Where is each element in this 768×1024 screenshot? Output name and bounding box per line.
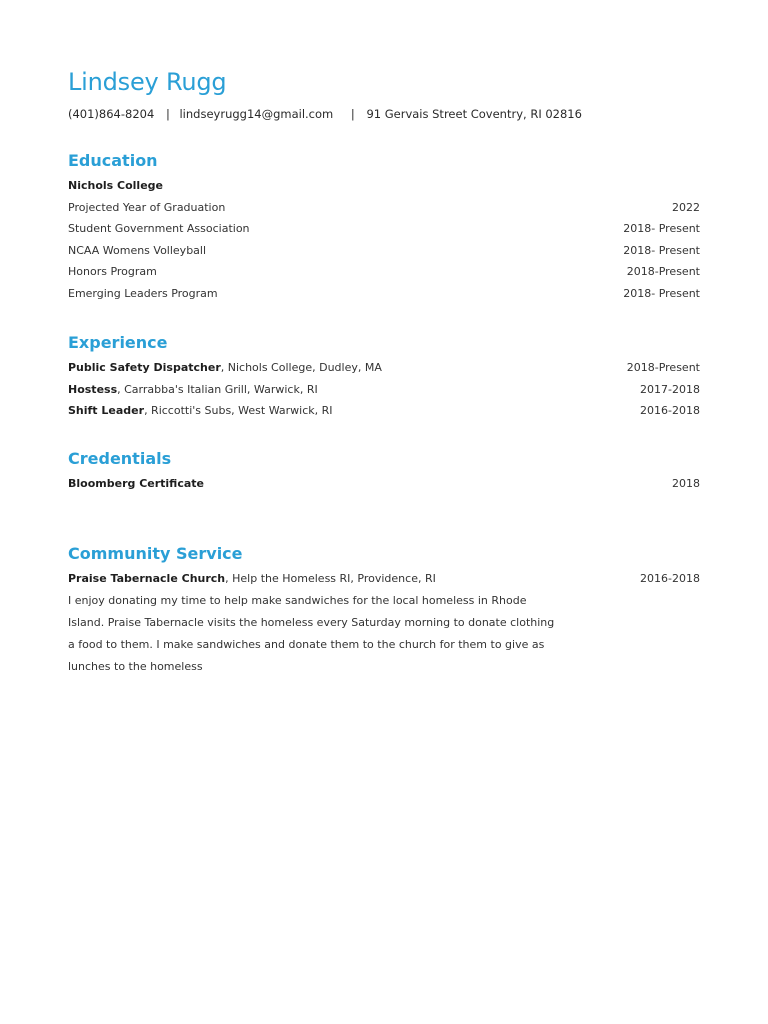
job-role: Hostess (68, 382, 118, 396)
section-title-community-service: Community Service (68, 544, 243, 563)
job-role: Public Safety Dispatcher (68, 361, 221, 374)
community-row (68, 568, 700, 590)
community-item (68, 568, 436, 590)
contact-separator: | (165, 107, 170, 121)
job-date: 2017-2018 (640, 382, 700, 396)
credentials-section (68, 448, 700, 495)
community-description: I enjoy donating my time to help make sandwiches for the local homeless in Rhode Island. Praise Tabernacle visits the homeless every Saturday morning to donate clothing a food to them. I make sandwiches and donate them to the church for them to give as lunches to the homeless (68, 593, 555, 673)
community-org: Praise Tabernacle Church (68, 572, 226, 585)
home-address: 91 Gervais Street Coventry, RI 02816 (366, 107, 582, 121)
education-section (68, 150, 700, 304)
education-item-date: 2018-Present (626, 265, 700, 278)
education-item-date: 2018- Present (623, 222, 700, 235)
job-role: Shift Leader (68, 404, 145, 417)
job-date: 2016-2018 (640, 404, 700, 417)
credential-item (68, 473, 204, 495)
candidate-name: Lindsey Rugg (68, 68, 227, 96)
contact-separator: | (350, 107, 355, 121)
experience-content (68, 357, 700, 422)
experience-item (68, 379, 318, 401)
education-item-label: Projected Year of Graduation (68, 200, 226, 214)
community-service-section (68, 543, 700, 678)
school-name: Nichols College (68, 179, 163, 192)
education-row (68, 261, 700, 283)
job-detail: , Nichols College, Dudley, MA (220, 361, 382, 374)
education-item-date: 2018- Present (623, 286, 700, 300)
education-item-label: Emerging Leaders Program (68, 286, 218, 300)
email-address: lindseyrugg14@gmail.com (179, 107, 334, 121)
section-title-credentials: Credentials (68, 449, 172, 468)
credential-label: Bloomberg Certificate (68, 477, 204, 490)
job-detail: , Carrabba's Italian Grill, Warwick, RI (117, 382, 318, 396)
credentials-content (68, 473, 700, 495)
education-item-date: 2018- Present (623, 243, 700, 257)
community-content (68, 568, 700, 678)
experience-item (68, 400, 333, 422)
education-row (68, 218, 700, 240)
section-title-education: Education (68, 151, 158, 170)
community-date: 2016-2018 (640, 572, 700, 585)
experience-row (68, 379, 700, 401)
experience-item (68, 357, 382, 379)
section-title-experience: Experience (68, 333, 168, 352)
community-detail: , Help the Homeless RI, Providence, RI (225, 572, 436, 585)
experience-section (68, 332, 700, 422)
education-row (68, 240, 700, 262)
education-content (68, 175, 700, 304)
education-row (68, 197, 700, 219)
credential-date: 2018 (672, 477, 700, 490)
education-item-label: Student Government Association (68, 222, 250, 235)
resume-page (68, 66, 700, 673)
experience-row (68, 357, 700, 379)
job-date: 2018-Present (626, 361, 700, 374)
education-item-label: NCAA Womens Volleyball (68, 243, 207, 257)
phone-number: (401)864-8204 (68, 107, 155, 121)
experience-row (68, 400, 700, 422)
education-item-label: Honors Program (68, 265, 157, 278)
resume-header (68, 66, 700, 122)
contact-line (68, 106, 700, 122)
credential-row (68, 473, 700, 495)
education-row (68, 283, 700, 305)
job-detail: , Riccotti's Subs, West Warwick, RI (144, 404, 333, 417)
education-item-date: 2022 (672, 200, 700, 214)
